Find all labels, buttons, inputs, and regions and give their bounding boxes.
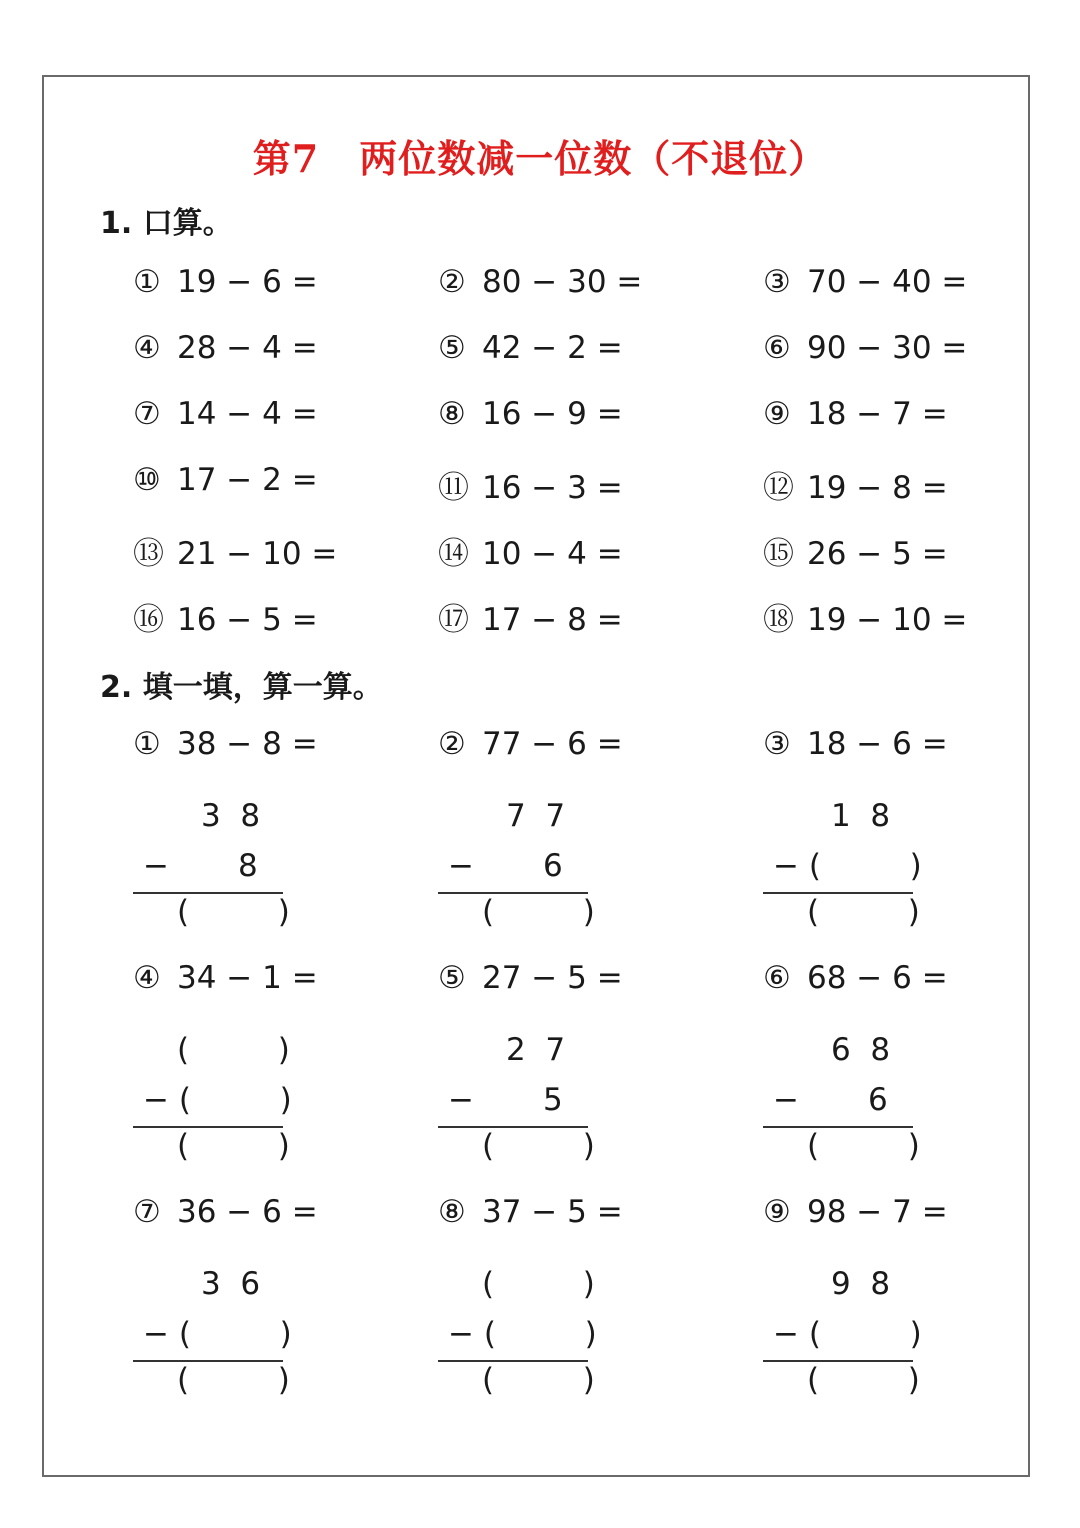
problem-expression: 10 − 4 = [482,536,623,572]
page-title [0,128,1080,183]
minuend-slot: 2 7 [506,1032,566,1068]
oral-problem [763,462,948,507]
problem-expression: 80 − 30 = [482,264,643,300]
problem-number: ⑨ [763,1194,791,1230]
answer-slot[interactable]: ( ) [482,1128,595,1164]
vertical-problem-label [763,726,948,762]
problem-number: ⑭ [438,536,469,572]
oral-problem [438,264,642,300]
problem-expression: 27 − 5 = [482,960,623,996]
problem-number: ③ [763,264,791,300]
problem-expression: 90 − 30 = [807,330,968,366]
oral-problem [133,462,318,498]
problem-expression: 19 − 10 = [807,602,968,638]
minuend-slot: 9 8 [831,1266,891,1302]
oral-problem [438,330,623,366]
oral-problem [133,330,318,366]
problem-number: ⑥ [763,960,791,996]
vertical-problem-label [438,960,623,996]
problem-expression: 17 − 8 = [482,602,623,638]
problem-number: ⑬ [133,536,164,572]
answer-slot[interactable]: ( ) [177,894,290,930]
problem-expression: 18 − 7 = [807,396,948,432]
problem-expression: 98 − 7 = [807,1194,948,1230]
problem-number: ⑫ [763,470,794,506]
problem-expression: 37 − 5 = [482,1194,623,1230]
vertical-problem-label [133,1194,318,1230]
problem-number: ⑮ [763,536,794,572]
minuend-slot: 7 7 [506,798,566,834]
minuend-slot[interactable]: ( ) [482,1266,595,1302]
oral-problem [438,396,623,432]
vertical-subtraction [438,1266,597,1398]
problem-number: ⑯ [133,602,164,638]
problem-number: ⑦ [133,1194,161,1230]
subtrahend-slot[interactable]: − ( ) [773,848,922,884]
subtrahend-slot[interactable]: − ( ) [773,1316,922,1352]
answer-slot[interactable]: ( ) [177,1362,290,1398]
answer-slot[interactable]: ( ) [807,894,920,930]
problem-expression: 70 − 40 = [807,264,968,300]
oral-problem [133,594,318,639]
problem-expression: 18 − 6 = [807,726,948,762]
minuend-slot: 1 8 [831,798,891,834]
problem-number: ⑧ [438,1194,466,1230]
minuend-slot: 3 6 [201,1266,261,1302]
oral-problem [133,396,318,432]
vertical-problem-label [133,726,318,762]
problem-number: ① [133,264,161,300]
subtrahend-slot: − 6 [773,1082,888,1118]
problem-expression: 19 − 6 = [177,264,318,300]
vertical-subtraction [438,798,595,930]
problem-number: ③ [763,726,791,762]
minuend-slot[interactable]: ( ) [177,1032,290,1068]
vertical-subtraction [438,1032,595,1164]
answer-slot[interactable]: ( ) [807,1128,920,1164]
vertical-subtraction [133,1032,292,1164]
section2-heading: 2. 填一填，算一算。 [100,670,383,705]
problem-number: ④ [133,330,161,366]
vertical-subtraction [763,1266,922,1398]
oral-problem [438,528,623,573]
vertical-subtraction [133,798,290,930]
problem-number: ② [438,264,466,300]
minuend-slot: 6 8 [831,1032,891,1068]
oral-problem [763,594,967,639]
problem-expression: 14 − 4 = [177,396,318,432]
problem-number: ④ [133,960,161,996]
problem-expression: 77 − 6 = [482,726,623,762]
answer-slot[interactable]: ( ) [177,1128,290,1164]
problem-expression: 28 − 4 = [177,330,318,366]
subtrahend-slot: − 6 [448,848,563,884]
problem-expression: 36 − 6 = [177,1194,318,1230]
vertical-problem-label [438,726,623,762]
problem-expression: 19 − 8 = [807,470,948,506]
vertical-subtraction [133,1266,292,1398]
oral-problem [763,528,948,573]
oral-problem [133,528,337,573]
subtrahend-slot: − 8 [143,848,258,884]
problem-expression: 21 − 10 = [177,536,338,572]
answer-slot[interactable]: ( ) [482,1362,595,1398]
problem-expression: 17 − 2 = [177,462,318,498]
problem-number: ⑰ [438,602,469,638]
problem-number: ⑥ [763,330,791,366]
answer-slot[interactable]: ( ) [482,894,595,930]
problem-number: ⑪ [438,470,469,506]
vertical-subtraction [763,1032,920,1164]
problem-expression: 34 − 1 = [177,960,318,996]
lesson-number: 第7 [252,136,320,181]
minuend-slot: 3 8 [201,798,261,834]
lesson-topic: 两位数减一位数（不退位） [359,136,828,181]
oral-problem [438,594,623,639]
problem-number: ⑱ [763,602,794,638]
problem-number: ⑤ [438,960,466,996]
oral-problem [763,396,948,432]
vertical-problem-label [133,960,318,996]
subtrahend-slot[interactable]: − ( ) [448,1316,597,1352]
problem-number: ⑤ [438,330,466,366]
problem-expression: 16 − 9 = [482,396,623,432]
oral-problem [763,330,967,366]
subtrahend-slot: − 5 [448,1082,563,1118]
problem-number: ⑩ [133,462,161,498]
problem-expression: 68 − 6 = [807,960,948,996]
subtrahend-slot[interactable]: − ( ) [143,1316,292,1352]
section1-heading: 1. 口算。 [100,206,233,241]
vertical-problem-label [763,1194,948,1230]
oral-problem [438,462,623,507]
problem-expression: 26 − 5 = [807,536,948,572]
oral-problem [763,264,967,300]
vertical-subtraction [763,798,922,930]
subtrahend-slot[interactable]: − ( ) [143,1082,292,1118]
problem-expression: 16 − 5 = [177,602,318,638]
problem-number: ⑨ [763,396,791,432]
oral-problem [133,264,318,300]
problem-expression: 16 − 3 = [482,470,623,506]
problem-number: ⑧ [438,396,466,432]
problem-number: ① [133,726,161,762]
answer-slot[interactable]: ( ) [807,1362,920,1398]
problem-expression: 38 − 8 = [177,726,318,762]
vertical-problem-label [763,960,948,996]
problem-number: ⑦ [133,396,161,432]
problem-number: ② [438,726,466,762]
problem-expression: 42 − 2 = [482,330,623,366]
vertical-problem-label [438,1194,623,1230]
